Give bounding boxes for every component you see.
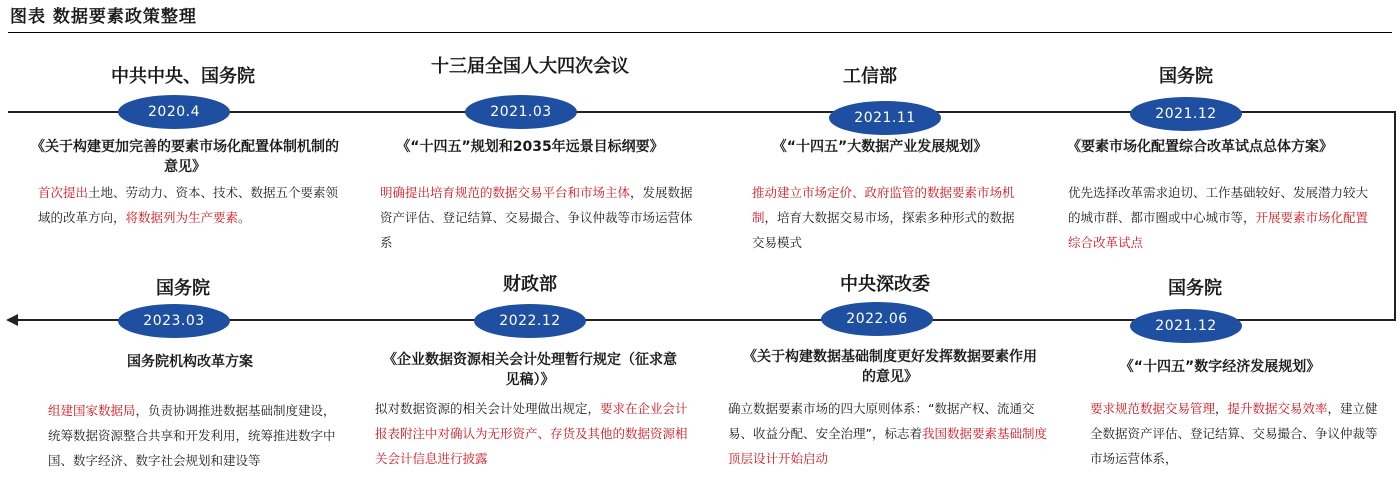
- event-org: 国务院: [1159, 66, 1213, 87]
- description-text: ，发展数据资产评估、登记结算、交易撮合、争议仲裁等市场运营体系: [380, 185, 693, 250]
- highlight-text: 开展要素市场化配置综合改革试点: [1068, 210, 1369, 250]
- event-org: 国务院: [1168, 278, 1222, 299]
- highlight-text: 首次提出: [38, 185, 89, 200]
- highlight-text: 组建国家数据局: [48, 403, 136, 418]
- description-text: 。: [238, 210, 251, 225]
- event-document-title: 《要素市场化配置综合改革试点总体方案》: [1067, 139, 1333, 155]
- event-document-title: 国务院机构改革方案: [127, 354, 253, 370]
- event-document-title: 《关于构建更加完善的要素市场化配置体制机制的意见》: [31, 139, 339, 175]
- description-text: 确立数据要素市场的四大原则体系：“数据产权、流通交易、收益分配、安全治理”，标志着: [728, 401, 1035, 441]
- event-document-title: 《关于构建数据基础制度更好发挥数据要素作用的意见》: [743, 349, 1037, 385]
- highlight-text: 提升数据交易效率: [1227, 401, 1328, 416]
- event-date-badge: 2023.03: [118, 304, 230, 338]
- description-text: ，培育大数据交易市场，探索多种形式的数据交易模式: [752, 210, 1015, 250]
- event-description: [728, 396, 1058, 471]
- event-description: [1068, 180, 1373, 255]
- highlight-text: 要求在企业会计报表附注中对确认为无形资产、存货及其他的数据资源相关会计信息进行披露: [375, 401, 688, 466]
- event-date-badge: 2020.4: [118, 95, 230, 129]
- figure-title: 图表 数据要素政策整理: [10, 7, 197, 27]
- event-description: [48, 398, 348, 473]
- event-document-title: 《“十四五”数字经济发展规划》: [1119, 359, 1321, 375]
- highlight-text: 将数据列为生产要素: [125, 210, 239, 225]
- event-org: 中央深改委: [840, 274, 930, 295]
- description-text: ，建立健全数据资产评估、登记结算、交易撮合、争议仲裁等市场运营体系，: [1090, 401, 1378, 466]
- event-date-badge: 2021.03: [465, 95, 577, 129]
- highlight-text: 推动建立市场定价、政府监管的数据要素市场机制: [752, 185, 1015, 225]
- event-org: 工信部: [843, 66, 897, 87]
- event-org: 国务院: [156, 278, 210, 299]
- event-document-title: 《“十四五”大数据产业发展规划》: [772, 139, 988, 155]
- event-description: [38, 180, 343, 230]
- event-org: 中共中央、国务院: [111, 66, 255, 87]
- description-text: 优先选择改革需求迫切、工作基础较好、发展潜力较大的城市群、都市圈或中心城市等，: [1068, 185, 1369, 225]
- event-date-badge: 2021.12: [1130, 309, 1242, 343]
- highlight-text: 明确提出培育规范的数据交易平台和市场主体: [380, 185, 631, 200]
- event-description: [380, 180, 695, 255]
- description-text: 土地、劳动力、资本、技术、数据五个要素领域的改革方向，: [38, 185, 339, 225]
- event-date-badge: 2021.11: [829, 101, 941, 135]
- event-description: [375, 396, 695, 471]
- event-description: [1090, 396, 1388, 471]
- event-document-title: 《“十四五”规划和2035年远景目标纲要》: [396, 139, 664, 155]
- event-org: 财政部: [503, 274, 557, 295]
- event-description: [752, 180, 1017, 255]
- event-document-title: 《企业数据资源相关会计处理暂行规定（征求意见稿）》: [383, 352, 677, 388]
- description-text: 拟对数据资源的相关会计处理做出规定，: [375, 401, 601, 416]
- highlight-text: 我国数据要素基础制度顶层设计开始启动: [728, 426, 1047, 466]
- description-text: ，负责协调推进数据基础制度建设，统筹数据资源整合共享和开发利用，统筹推进数字中国、数字经济、数字社会规划和建设等: [48, 403, 336, 468]
- timeline-arrow: [6, 314, 18, 326]
- event-date-badge: 2022.12: [474, 304, 586, 338]
- event-date-badge: 2022.06: [821, 302, 933, 336]
- event-date-badge: 2021.12: [1130, 97, 1242, 131]
- description-text: ，: [1215, 401, 1228, 416]
- event-org: 十三届全国人大四次会议: [431, 56, 629, 77]
- highlight-text: 要求规范数据交易管理: [1090, 401, 1216, 416]
